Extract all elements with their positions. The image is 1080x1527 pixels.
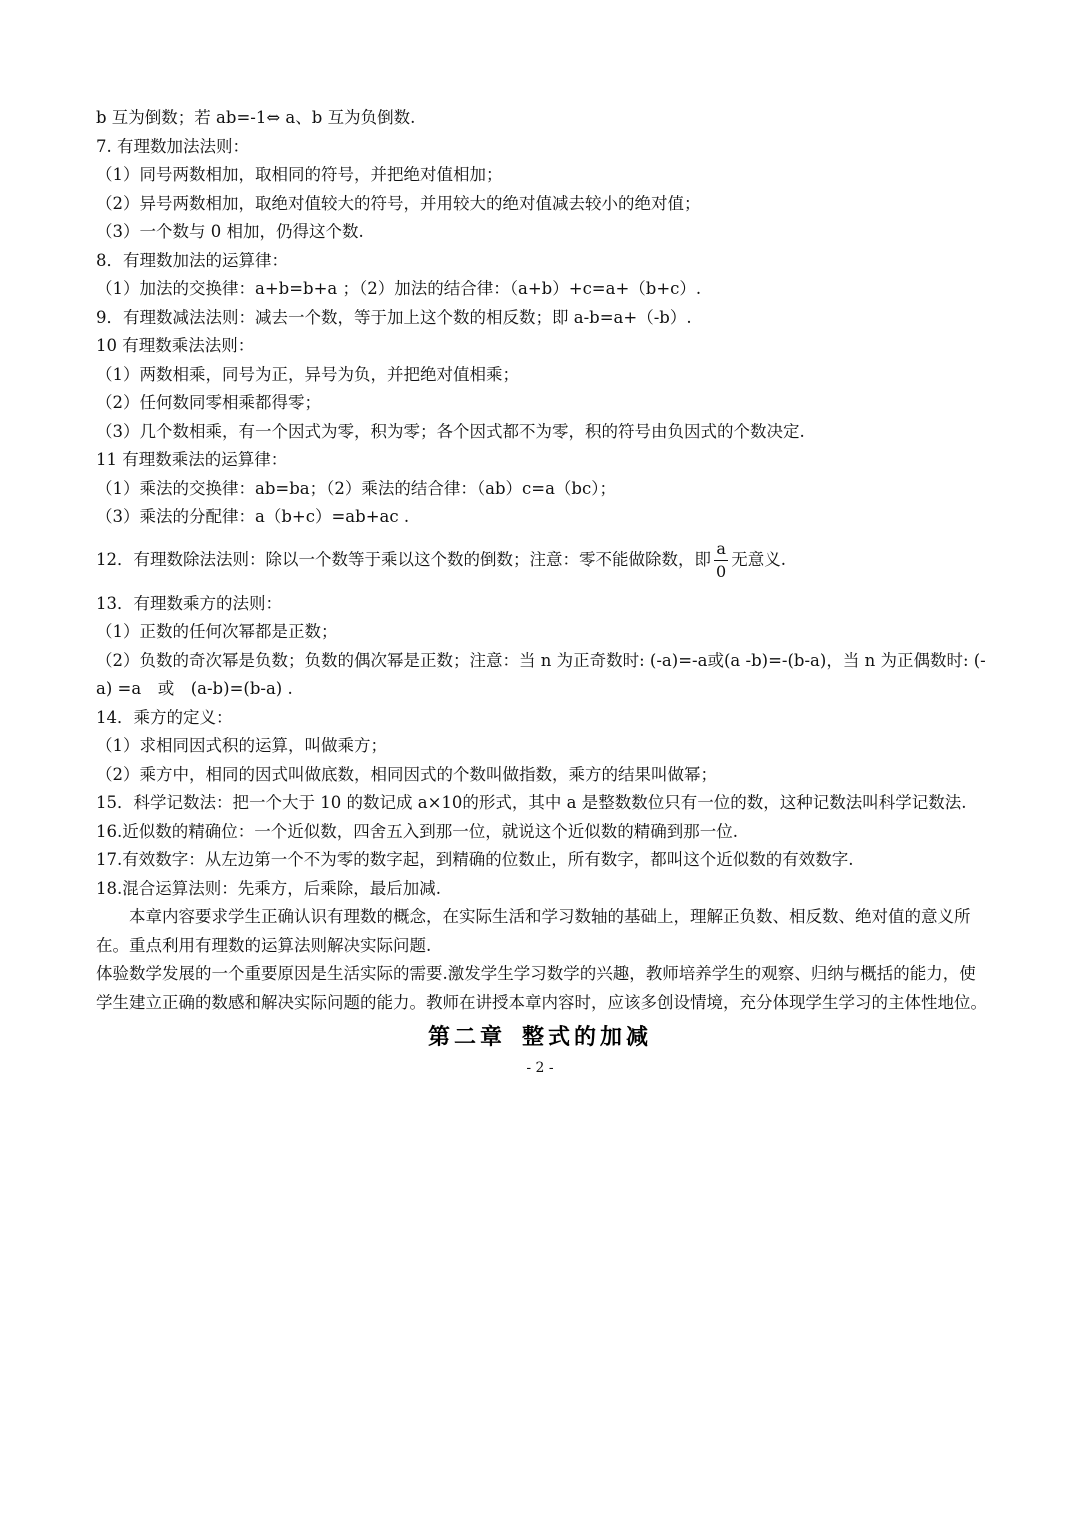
- section-heading: 8．有理数加法的运算律：: [96, 250, 288, 270]
- section-heading: 11 有理数乘法的运算律：: [96, 450, 288, 469]
- text-line: （2）乘方中，相同的因式叫做底数，相同因式的个数叫做指数，乘方的结果叫做幂；: [96, 764, 717, 784]
- chapter-name: 整式的加减: [522, 1025, 653, 1050]
- text-segment: 或(a -b): [707, 650, 769, 670]
- text-segment: 或 (a-b): [141, 679, 230, 698]
- text-line: 17.有效数字：从左边第一个不为零的数字起，到精确的位数止，所有数字，都叫这个近似数的有效数字.: [96, 850, 854, 869]
- summary-paragraph: 体验数学发展的一个重要原因是生活实际的需要.激发学生学习数学的兴趣，教师培养学生的观察、归纳与概括的能力，使学生建立正确的数感和解决实际问题的能力。教师在讲授本章内容时，应该多创设情境，充分体现学生学习的主体性地位。: [96, 964, 987, 1012]
- text-segment: 12．有理数除法法则：除以一个数等于乘以这个数的倒数；注意：零不能做除数，即: [96, 550, 711, 570]
- text-line: （1）乘法的交换律：ab=ba；（2）乘法的结合律：（ab）c=a（bc）；: [96, 478, 616, 498]
- scientific-notation-paragraph: [96, 789, 988, 818]
- text-line: （3）几个数相乘，有一个因式为零，积为零；各个因式都不为零，积的符号由负因式的个数决定.: [96, 421, 805, 441]
- chapter-title: [0, 1020, 1080, 1051]
- page-content: [96, 104, 988, 1017]
- section-heading: 13．有理数乘方的法则：: [96, 593, 282, 613]
- text-segment: ，当 n 为正偶数时: (-a): [96, 650, 986, 698]
- chapter-number: 第二章: [427, 1025, 506, 1050]
- text-segment: =-(b-a): [768, 650, 827, 670]
- fraction-denominator: 0: [716, 562, 727, 581]
- text-line: （3）乘法的分配律：a（b+c）=ab+ac .: [96, 507, 410, 526]
- text-line: （1）同号两数相加，取相同的符号，并把绝对值相加；: [96, 165, 503, 184]
- text-segment: 的形式，其中 a 是整数数位只有一位的数，这种记数法叫科学记数法.: [462, 793, 967, 812]
- summary-paragraph: 本章内容要求学生正确认识有理数的概念，在实际生活和学习数轴的基础上，理解正负数、相反数、绝对值的意义所在。重点利用有理数的运算法则解决实际问题.: [96, 907, 971, 955]
- division-rule-line: [96, 532, 988, 590]
- fraction-a-over-zero: [714, 539, 728, 582]
- section-heading: 9．有理数减法法则：减去一个数，等于加上这个数的相反数；即 a-b=a+（-b）.: [96, 307, 692, 327]
- section-heading: 14．乘方的定义：: [96, 707, 233, 727]
- text-line: 18.混合运算法则：先乘方，后乘除，最后加减.: [96, 878, 441, 898]
- text-line: 16.近似数的精确位：一个近似数，四舍五入到那一位，就说这个近似数的精确到那一位.: [96, 821, 738, 841]
- section-heading: 7. 有理数加法法则：: [96, 136, 249, 156]
- text-line: b 互为倒数；若 ab=-1⇔ a、b 互为负倒数.: [96, 108, 416, 127]
- fraction-numerator: a: [714, 539, 728, 561]
- text-line: （3）一个数与 0 相加，仍得这个数.: [96, 222, 364, 241]
- text-segment: 无意义.: [731, 550, 786, 570]
- text-segment: =a: [112, 679, 142, 698]
- text-segment: 15．科学记数法：把一个大于 10 的数记成 a×10: [96, 793, 463, 812]
- text-line: （1）求相同因式积的运算，叫做乘方；: [96, 736, 387, 755]
- text-segment: （2）负数的奇次幂是负数；负数的偶次幂是正数；注意：当 n 为正奇数时: (-a): [96, 650, 679, 670]
- page-number: - 2 -: [526, 1060, 554, 1076]
- power-rule-paragraph: [96, 647, 988, 704]
- text-line: （2）任何数同零相乘都得零；: [96, 393, 321, 412]
- text-segment: .: [282, 679, 293, 698]
- text-segment: =(b-a): [229, 679, 283, 698]
- text-line: （1）加法的交换律：a+b=b+a ；（2）加法的结合律：（a+b）+c=a+（b+c）.: [96, 279, 702, 298]
- text-line: （2）异号两数相加，取绝对值较大的符号，并用较大的绝对值减去较小的绝对值；: [96, 193, 701, 213]
- text-line: （1）正数的任何次幂都是正数；: [96, 622, 338, 641]
- text-line: （1）两数相乘，同号为正，异号为负，并把绝对值相乘；: [96, 364, 519, 384]
- section-heading: 10 有理数乘法法则：: [96, 336, 255, 355]
- text-segment: =-a: [678, 650, 708, 670]
